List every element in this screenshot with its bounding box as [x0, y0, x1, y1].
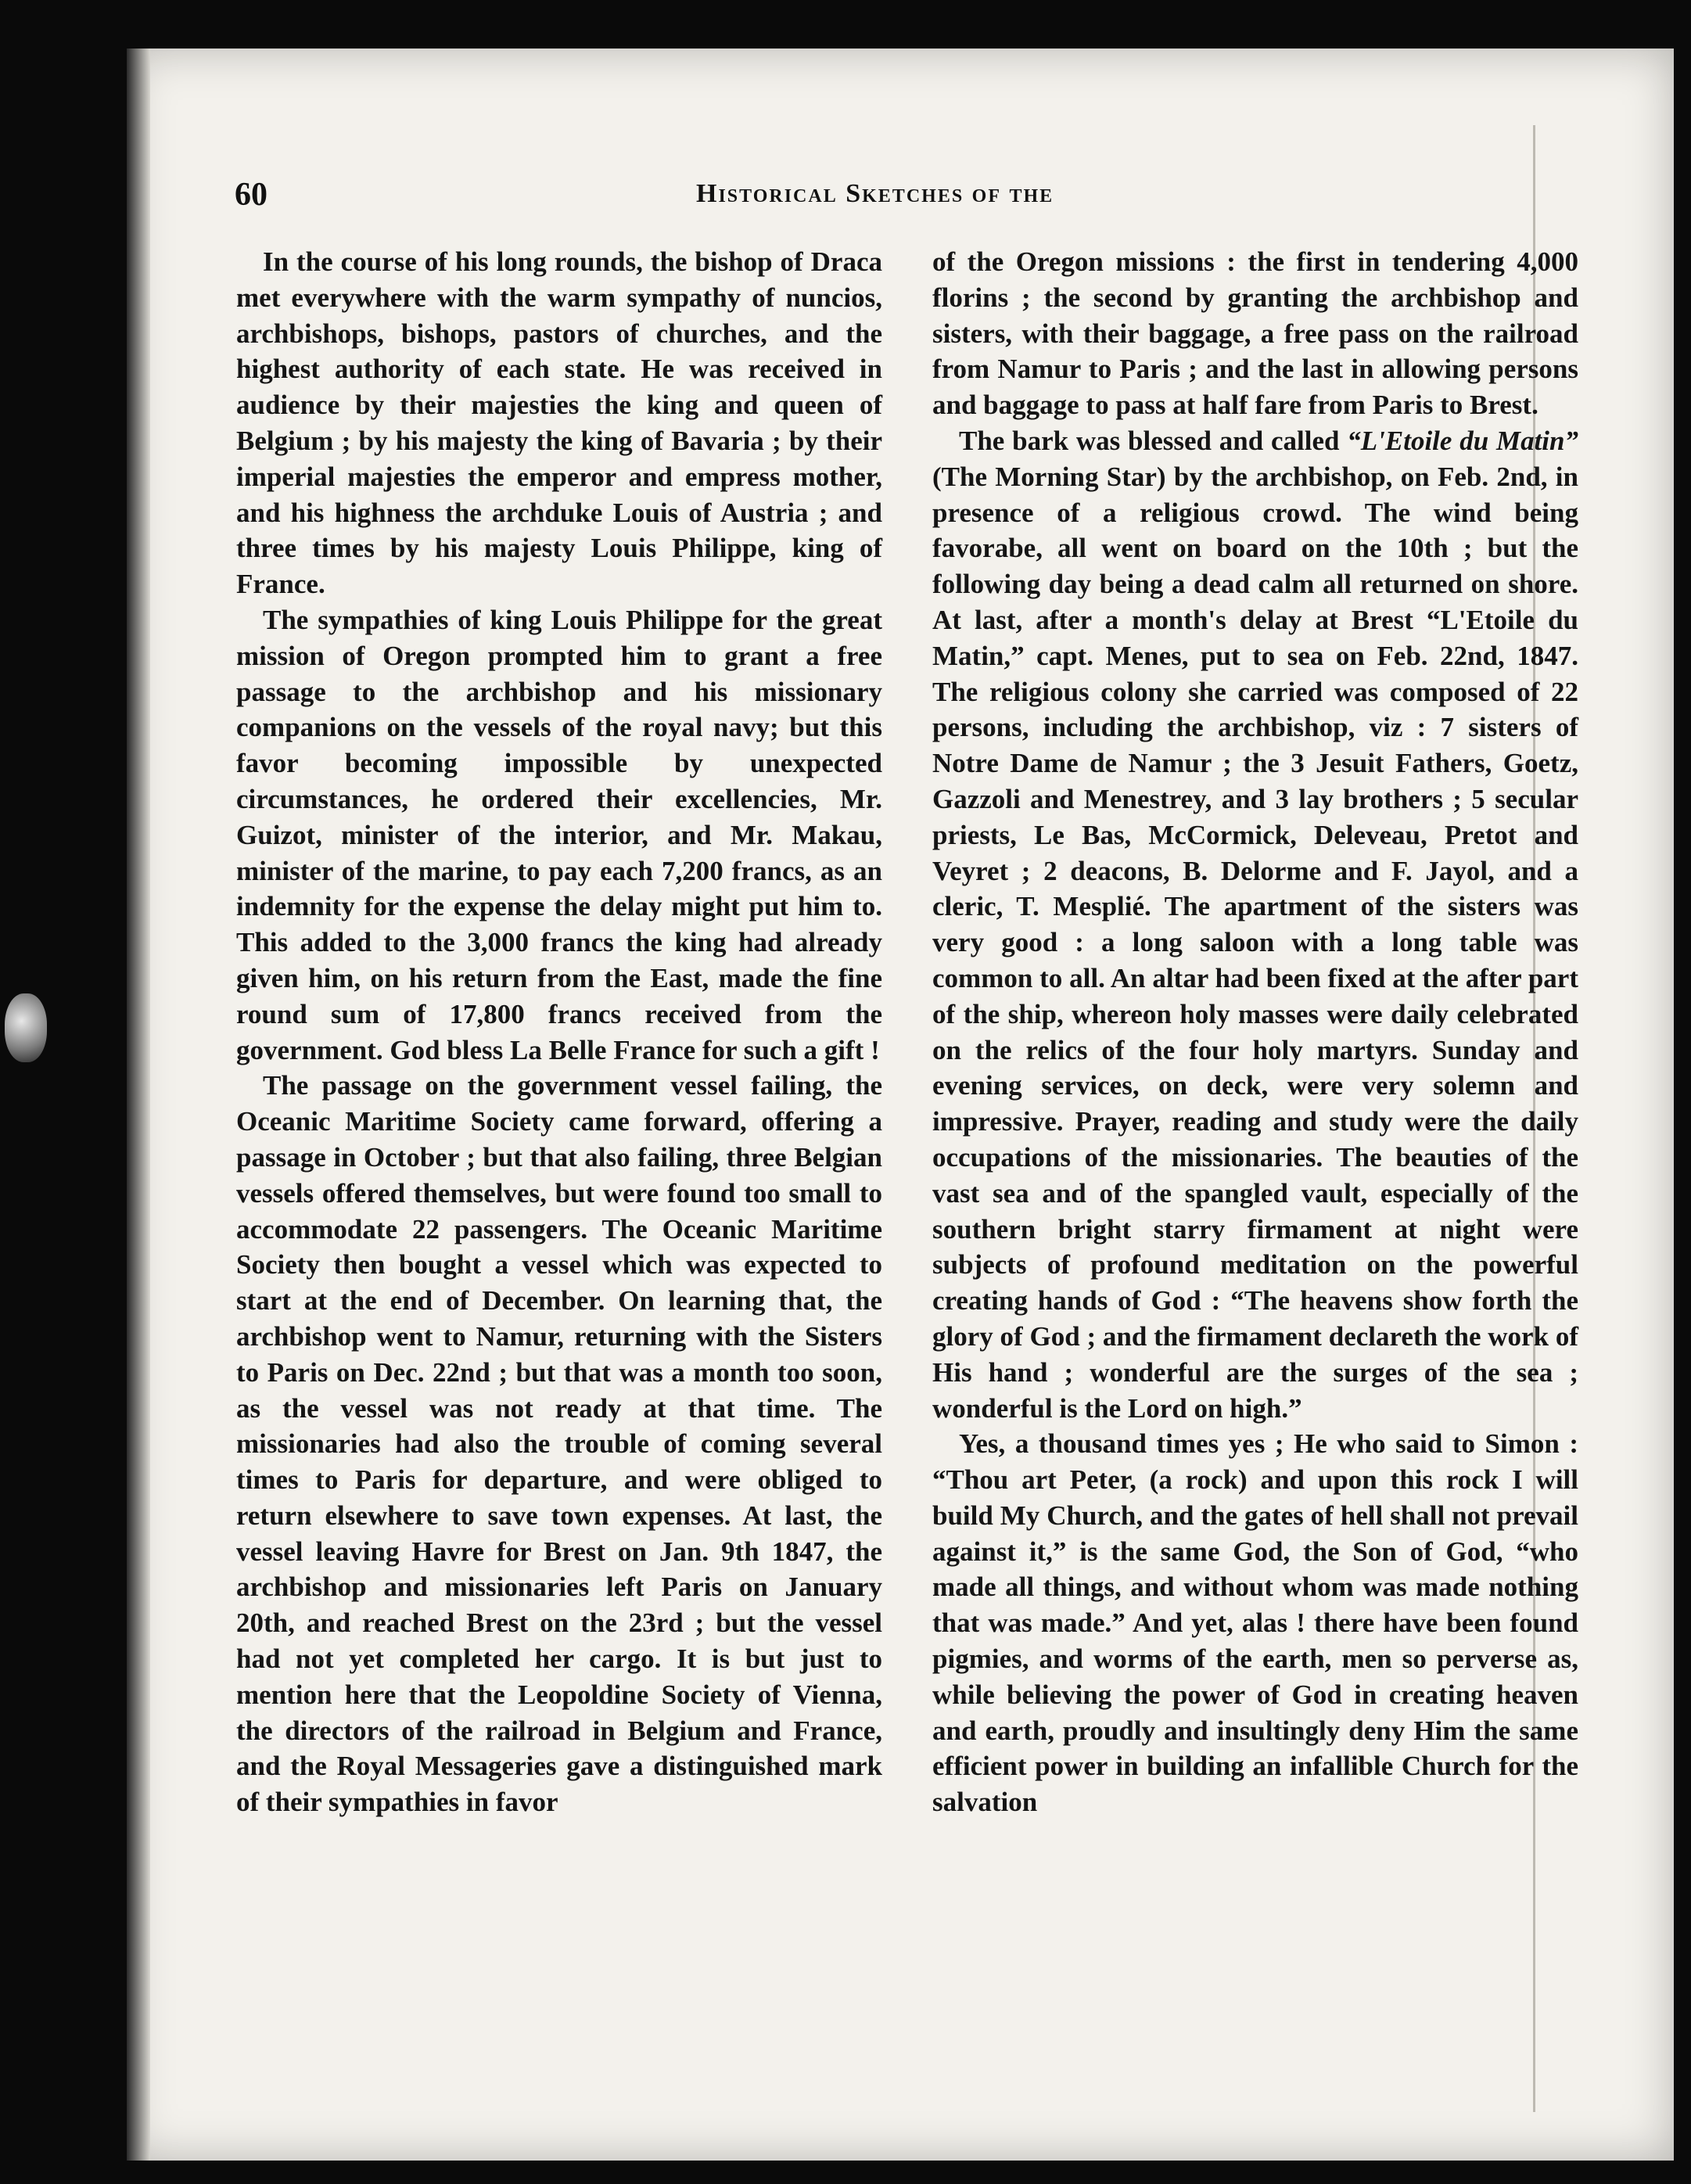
paragraph: [932, 423, 1578, 1426]
scan-artifact: [5, 993, 47, 1062]
right-column: [932, 244, 1578, 1820]
page-header: [235, 176, 1517, 223]
paragraph-text: The bark was blessed and called: [959, 425, 1348, 456]
paragraph-text: (The Morning Star) by the archbishop, on Feb. 2nd, in presence of a religious crowd. The wind being favorabe, all went on board on the 10th ; but the following day being a dead calm all returned on shore. At last, after a month's delay at Brest “L'Etoile du Matin,” capt. Menes, put to sea on Feb. 22nd, 1847. The religious colony she carried was composed of 22 persons, including the archbishop, viz : 7 sisters of Notre Dame de Namur ; the 3 Jesuit Fathers, Goetz, Gazzoli and Menestrey, and 3 lay brothers ; 5 secular priests, Le Bas, McCormick, Deleveau, Pretot and Veyret ; 2 deacons, B. Delorme and F. Jayol, and a cleric, T. Mesplié. The apartment of the sisters was very good : a long saloon with a long table was common to all. An altar had been fixed at the after part of the ship, whereon holy masses were daily celebrated on the relics of the four holy martyrs. Sunday and evening services, on deck, were very solemn and impressive. Prayer, reading and study were the daily occupations of the missionaries. The beauties of the vast sea and of the spangled vault, especially of the southern bright starry firmament at night were subjects of profound meditation on the powerful creating hands of God : “The heavens show forth the glory of God ; and the firmament declareth the work of His hand ; wonderful are the surges of the sea ; wonderful is the Lord on high.”: [932, 461, 1578, 1424]
paragraph: In the course of his long rounds, the bishop of Draca met everywhere with the warm sympathy of nuncios, archbishops, bishops, pastors of churches, and the highest authority of each state. He was received in audience by their majesties the king and queen of Belgium ; by his majesty the king of Bavaria ; by their imperial majesties the emperor and empress mother, and his highness the archduke Louis of Austria ; and three times by his majesty Louis Philippe, king of France.: [236, 246, 882, 600]
ship-name-italic: “L'Etoile du Matin”: [1347, 425, 1578, 456]
paragraph-continuation: of the Oregon missions : the first in tendering 4,000 florins ; the second by granting the archbishop and sisters, with their baggage, a free pass on the railroad from Namur to Paris ; and the last in allowing persons and baggage to pass at half fare from Paris to Brest.: [932, 246, 1578, 421]
page-number: 60: [235, 177, 267, 213]
running-title: Historical Sketches of the: [696, 179, 1054, 208]
paragraph: The sympathies of king Louis Philippe for the great mission of Oregon prompted him to grant a free passage to the archbishop and his missionary companions on the vessels of the royal navy; but this favor becoming impossible by unexpected circumstances, he ordered their excellencies, Mr. Guizot, minister of the interior, and Mr. Makau, minister of the marine, to pay each 7,200 francs, as an indemnity for the expense the delay might put him to. This added to the 3,000 francs the king had already given him, on his return from the East, made the fine round sum of 17,800 francs received from the government. God bless La Belle France for such a gift !: [236, 604, 882, 1065]
page-binding-edge: [127, 48, 150, 2161]
left-column: [236, 244, 882, 1820]
paragraph: The passage on the government vessel failing, the Oceanic Maritime Society came forward, offering a passage in October ; but that also failing, three Belgian vessels offered themselves, but were found too small to accommodate 22 passengers. The Oceanic Maritime Society then bought a vessel which was expected to start at the end of December. On learning that, the archbishop went to Namur, returning with the Sisters to Paris on Dec. 22nd ; but that was a month too soon, as the vessel was not ready at that time. The missionaries had also the trouble of coming several times to Paris for departure, and were obliged to return elsewhere to save town expenses. At last, the vessel leaving Havre for Brest on Jan. 9th 1847, the archbishop and missionaries left Paris on January 20th, and reached Brest on the 23rd ; but the vessel had not yet completed her cargo. It is but just to mention here that the Leopoldine Society of Vienna, the directors of the railroad in Belgium and France, and the Royal Messageries gave a distinguished mark of their sympathies in favor: [236, 1070, 882, 1818]
paragraph: Yes, a thousand times yes ; He who said to Simon : “Thou art Peter, (a rock) and upon this rock I will build My Church, and the gates of hell shall not prevail against it,” is the same God, the Son of God, “who made all things, and without whom was made nothing that was made.” And yet, alas ! there have been found pigmies, and worms of the earth, men so perverse as, while believing the power of God in creating heaven and earth, proudly and insultingly deny Him the same efficient power in building an infallible Church for the salvation: [932, 1428, 1578, 1818]
